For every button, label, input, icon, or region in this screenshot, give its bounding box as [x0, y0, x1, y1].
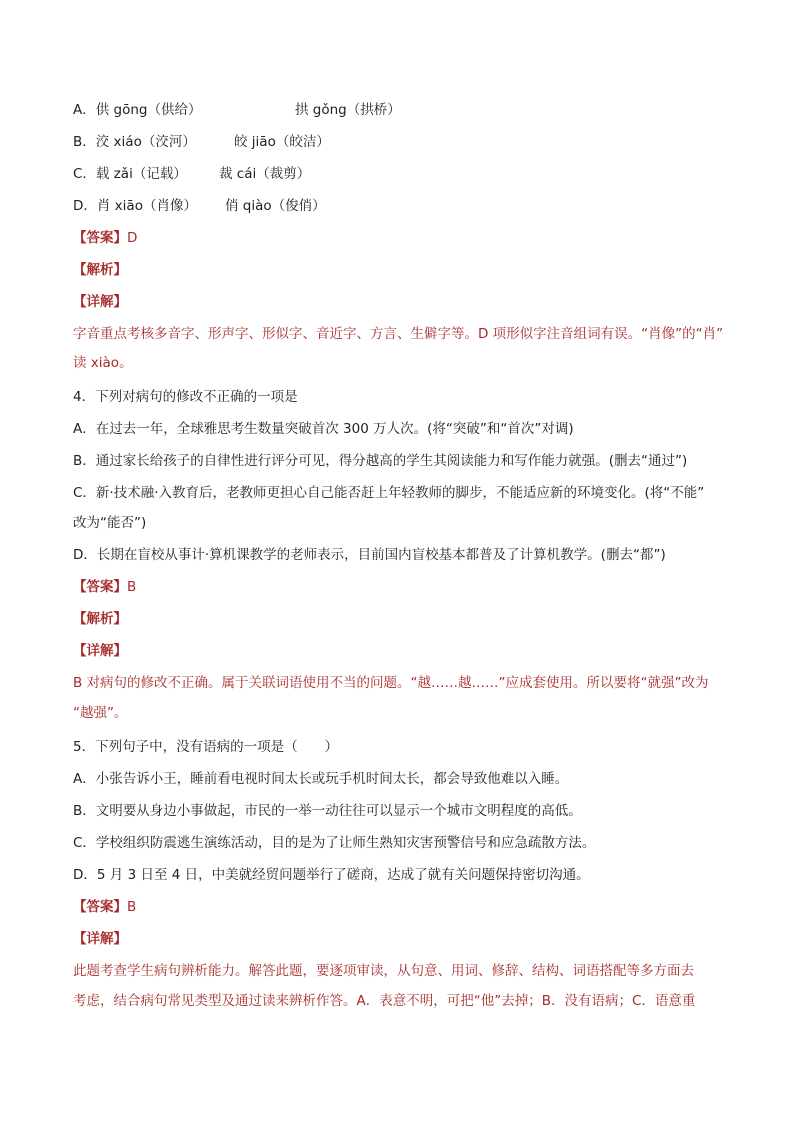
- answer-value: B: [127, 579, 137, 595]
- q3-analysis-tag: 【解析】: [73, 262, 127, 278]
- q4-detail-line1: B 对病句的修改不正确。属于关联词语使用不当的问题。“越……越……”应成套使用。所以要将“就强”改为: [73, 675, 709, 691]
- q5-stem: 5．下列句子中，没有语病的一项是（ ）: [73, 739, 339, 755]
- q5-answer: [73, 897, 733, 917]
- option-right: 皎 jiāo（皎洁）: [234, 134, 330, 150]
- option-left: D．肖 xiāo（肖像）: [73, 198, 197, 214]
- q5-detail-tag: 【详解】: [73, 931, 127, 947]
- q4-option-b: B．通过家长给孩子的自律性进行评分可见，得分越高的学生其阅读能力和写作能力就强。(删去“通过”): [73, 453, 688, 469]
- option-right: 裁 cái（裁剪）: [219, 166, 311, 182]
- q4-detail-tag: 【详解】: [73, 643, 127, 659]
- q4-stem: 4．下列对病句的修改不正确的一项是: [73, 389, 298, 405]
- answer-value: D: [127, 230, 138, 246]
- option-left: B．洨 xiáo（洨河）: [73, 134, 196, 150]
- q5-option-d: D．5 月 3 日至 4 日，中美就经贸问题举行了磋商，达成了就有关问题保持密切沟通。: [73, 867, 590, 883]
- q3-option-d: [73, 196, 733, 216]
- q3-option-b: [73, 132, 733, 152]
- q5-detail-line2: 考虑，结合病句常见类型及通过读来辨析作答。A．表意不明，可把“他”去掉；B．没有语病；C．语意重: [73, 993, 696, 1009]
- answer-tag: 【答案】: [73, 899, 127, 915]
- q4-answer: [73, 577, 733, 597]
- q4-option-d: D．长期在盲校从事计·算机课教学的老师表示，目前国内盲校基本都普及了计算机教学。(删去“都”): [73, 547, 666, 563]
- q3-option-c: [73, 164, 733, 184]
- q5-option-a: A．小张告诉小王，睡前看电视时间太长或玩手机时间太长，都会导致他难以入睡。: [73, 771, 569, 787]
- q3-detail-line1: 字音重点考核多音字、形声字、形似字、音近字、方言、生僻字等。D 项形似字注音组词有误。“肖像”的“肖”: [73, 326, 724, 342]
- q4-option-c-line1: C．新·技术融·入教育后，老教师更担心自己能否赶上年轻教师的脚步，不能适应新的环境变化。(将“不能”: [73, 485, 705, 501]
- q4-detail-line2: “越强”。: [73, 705, 128, 721]
- option-right: 俏 qiào（俊俏）: [225, 198, 326, 214]
- answer-tag: 【答案】: [73, 230, 127, 246]
- option-left: A．供 gōng（供给）: [73, 102, 202, 118]
- q5-detail-line1: 此题考查学生病句辨析能力。解答此题，要逐项审读，从句意、用词、修辞、结构、词语搭配等多方面去: [73, 963, 694, 979]
- q3-detail-line2: 读 xiào。: [73, 355, 133, 371]
- answer-tag: 【答案】: [73, 579, 127, 595]
- q4-analysis-tag: 【解析】: [73, 611, 127, 627]
- q5-option-b: B．文明要从身边小事做起，市民的一举一动往往可以显示一个城市文明程度的高低。: [73, 803, 582, 819]
- q3-option-a: [73, 100, 733, 120]
- q4-option-c-line2: 改为“能否”): [73, 515, 147, 531]
- option-right: 拱 gǒng（拱桥）: [295, 102, 401, 118]
- q4-option-a: A．在过去一年，全球雅思考生数量突破首次 300 万人次。(将“突破”和“首次”对调): [73, 421, 574, 437]
- q3-detail-tag: 【详解】: [73, 294, 127, 310]
- answer-value: B: [127, 899, 137, 915]
- q5-option-c: C．学校组织防震逃生演练活动，目的是为了让师生熟知灾害预警信号和应急疏散方法。: [73, 835, 596, 851]
- option-left: C．载 zǎi（记载）: [73, 166, 187, 182]
- q3-answer: [73, 228, 733, 248]
